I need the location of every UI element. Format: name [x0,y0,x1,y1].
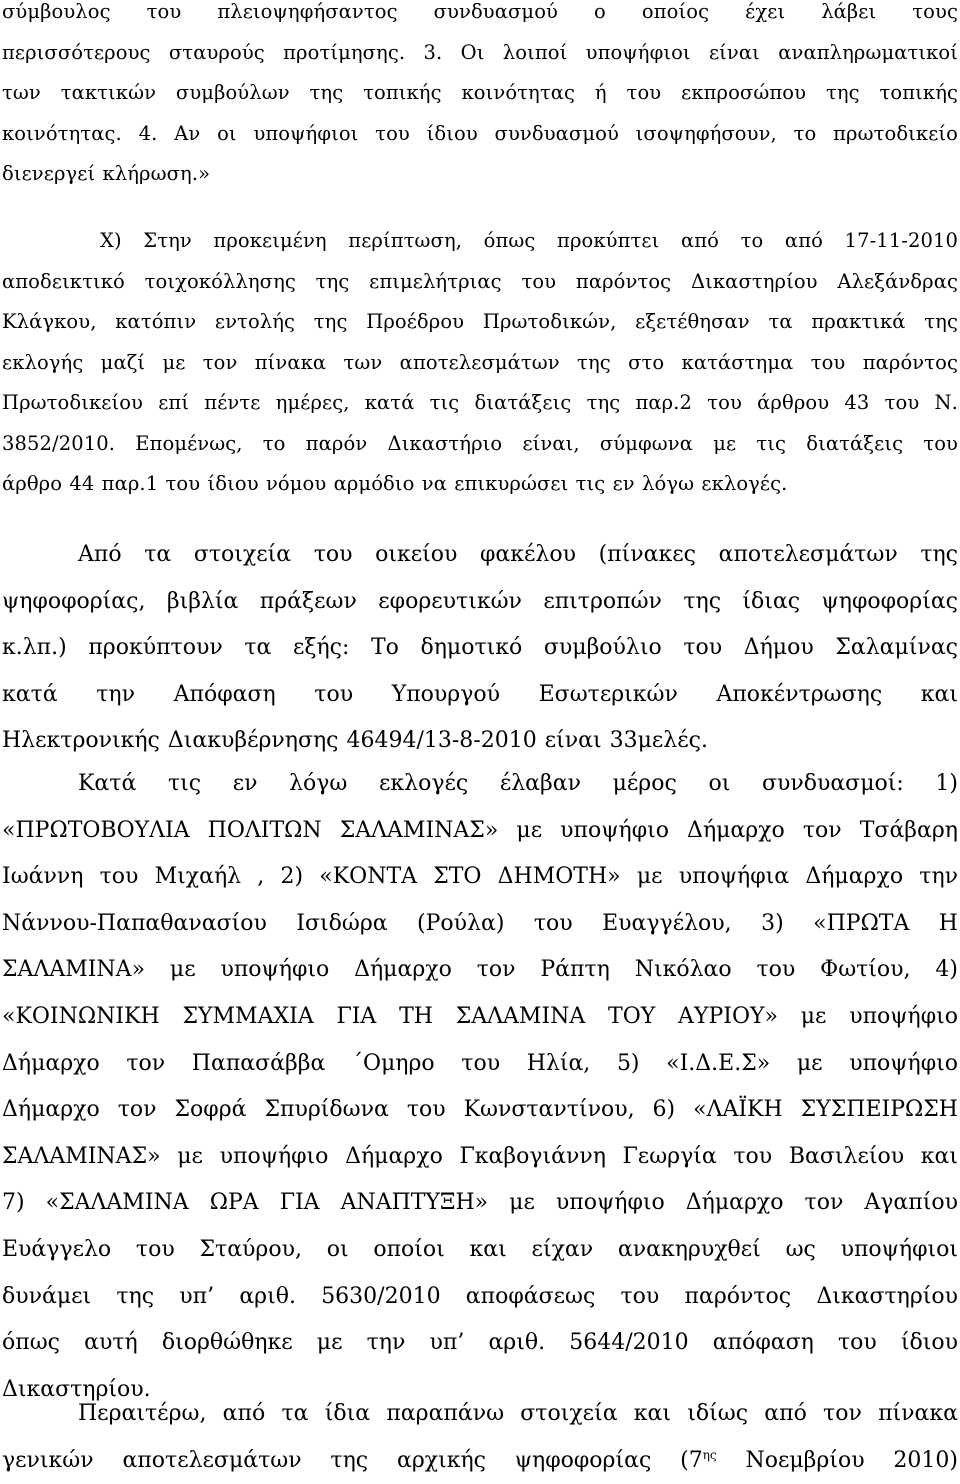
text-line: Από τα στοιχεία του οικείου φακέλου (πίνακες αποτελεσμάτων της [78,542,958,567]
text-segment: Νοεμβρίου 2010) [716,1447,959,1473]
text-line: Νάννου-Παπαθανασίου Ισιδώρα (Ρούλα) του Ευαγγέλου, 3) «ΠΡΩΤΑ Η [2,910,958,936]
text-line: Περαιτέρω, από τα ίδια παραπάνω στοιχεία και ιδίως από τον πίνακα [78,1401,958,1426]
paragraph-5 [2,1391,958,1484]
text-line: Χ) Στην προκειμένη περίπτωση, όπως προκύπτει από το από 17-11-2010 [100,229,958,252]
text-line: «ΠΡΩΤΟΒΟΥΛΙΑ ΠΟΛΙΤΩΝ ΣΑΛΑΜΙΝΑΣ» με υποψήφιο Δήμαρχο τον Τσάβαρη [2,817,958,843]
text-line: 3852/2010. Επομένως, το παρόν Δικαστήριο είναι, σύμφωνα με τις διατάξεις του [2,431,958,455]
text-line: άρθρο 44 παρ.1 του ίδιου νόμου αρμόδιο να επικυρώσει τις εν λόγω εκλογές. [2,472,788,495]
text-line: «ΚΟΙΝΩΝΙΚΗ ΣΥΜΜΑΧΙΑ ΓΙΑ ΤΗ ΣΑΛΑΜΙΝΑ ΤΟΥ ΑΥΡΙΟΥ» με υποψήφιο [2,1003,958,1029]
text-line: Δήμαρχο τον Σοφρά Σπυρίδωνα του Κωνσταντίνου, 6) «ΛΑΪΚΗ ΣΥΣΠΕΙΡΩΣΗ [2,1097,958,1123]
text-line: δυνάμει της υπ’ αριθ. 5630/2010 αποφάσεως του παρόντος Δικαστηρίου [2,1283,958,1309]
text-line: Ευάγγελο του Σταύρου, οι οποίοι και είχαν ανακηρυχθεί ως υποψήφιοι [2,1236,958,1262]
paragraph-1 [2,0,958,195]
text-segment: γενικών αποτελεσμάτων της αρχικής ψηφοφορίας (7 [2,1447,703,1473]
text-line: διενεργεί κλήρωση.» [2,162,211,185]
paragraph-3 [2,532,958,765]
text-line: ΣΑΛΑΜΙΝΑ» με υποψήφιο Δήμαρχο τον Ράπτη Νικόλαο του Φωτίου, 4) [2,957,958,983]
text-line: όπως αυτή διορθώθηκε με την υπ’ αριθ. 5644/2010 απόφαση του ίδιου [2,1330,958,1356]
text-line: Πρωτοδικείου επί πέντε ημέρες, κατά τις διατάξεις της παρ.2 του άρθρου 43 του Ν. [2,391,958,414]
text-line: αποδεικτικό τοιχοκόλλησης της επιμελήτριας του παρόντος Δικαστηρίου Αλεξάνδρας [2,269,958,293]
text-line: Κλάγκου, κατόπιν εντολής της Προέδρου Πρωτοδικών, εξετέθησαν τα πρακτικά της [2,310,958,333]
text-line: ΣΑΛΑΜΙΝΑΣ» με υποψήφιο Δήμαρχο Γκαβογιάννη Γεωργία του Βασιλείου και [2,1143,958,1169]
text-line: Δικαστηρίου. [2,1376,151,1402]
text-line: Δήμαρχο τον Παπασάββα ΄Ομηρο του Ηλία, 5) «Ι.Δ.Ε.Σ» με υποψήφιο [2,1050,958,1076]
text-line: Ιωάννη του Μιχαήλ , 2) «ΚΟΝΤΑ ΣΤΟ ΔΗΜΟΤΗ» με υποψήφια Δήμαρχο την [2,864,958,890]
text-line: κοινότητας. 4. Αν οι υποψήφιοι του ίδιου συνδυασμού ισοψηφήσουν, το πρωτοδικείο [2,121,958,145]
text-line: Κατά τις εν λόγω εκλογές έλαβαν μέρος οι συνδυασμοί: 1) [78,771,958,796]
text-line: κ.λπ.) προκύπτουν τα εξής: Το δημοτικό συμβούλιο του Δήμου Σαλαμίνας [2,635,958,661]
paragraph-2 [2,221,958,505]
text-line: Ηλεκτρονικής Διακυβέρνησης 46494/13-8-2010 είναι 33μελές. [2,728,708,754]
text-line [2,1438,958,1484]
text-line: σύμβουλος του πλειοψηφήσαντος συνδυασμού ο οποίος έχει λάβει τους [2,0,958,23]
text-line: 7) «ΣΑΛΑΜΙΝΑ ΩΡΑ ΓΙΑ ΑΝΑΠΤΥΞΗ» με υποψήφιο Δήμαρχο τον Αγαπίου [2,1190,958,1216]
text-line: εκλογής μαζί με τον πίνακα των αποτελεσμάτων της στο κατάστημα του παρόντος [2,350,958,374]
ordinal-superscript: ης [702,1447,717,1462]
text-line: κατά την Απόφαση του Υπουργού Εσωτερικών Αποκέντρωσης και [2,681,958,707]
text-line: περισσότερους σταυρούς προτίμησης. 3. Οι λοιποί υποψήφιοι είναι αναπληρωματικοί [2,40,958,64]
paragraph-4 [2,761,958,1413]
text-line: ψηφοφορίας, βιβλία πράξεων εφορευτικών επιτροπών της ίδιας ψηφοφορίας [2,588,958,614]
text-line: των τακτικών συμβούλων της τοπικής κοινότητας ή του εκπροσώπου της τοπικής [2,81,958,104]
